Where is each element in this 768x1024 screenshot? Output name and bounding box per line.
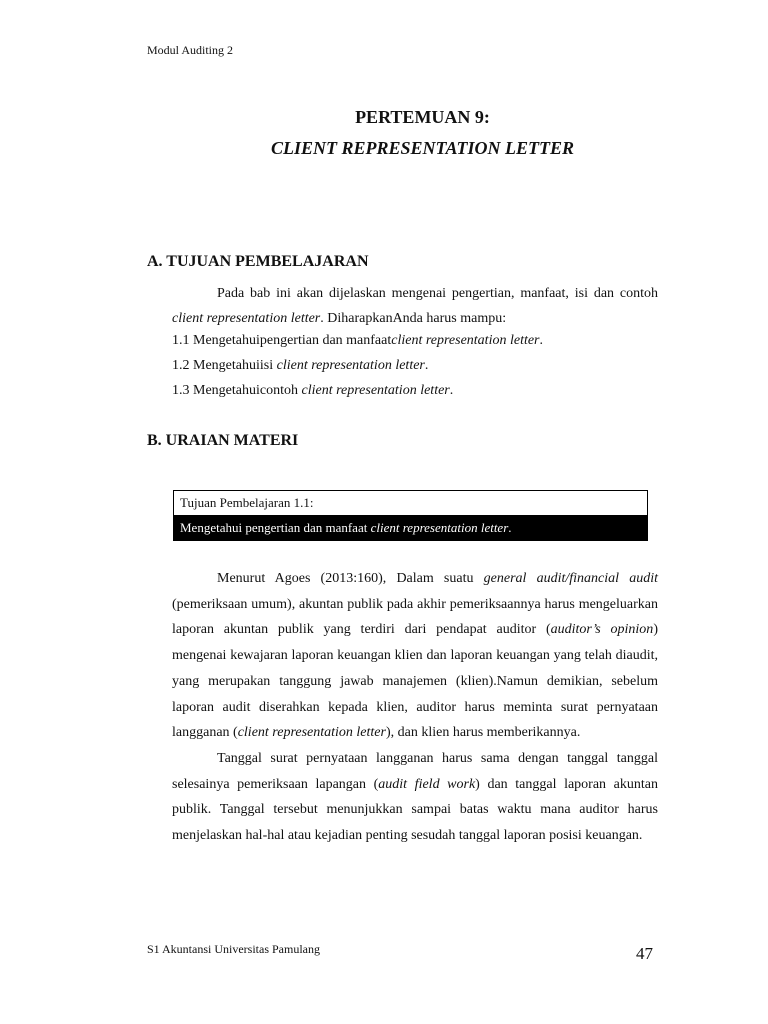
running-header: Modul Auditing 2 [147, 43, 234, 57]
list-item: 1.1 Mengetahuipengertian dan manfaatclient representation letter. [172, 333, 544, 348]
objectives-list [172, 328, 543, 403]
chapter-title: CLIENT REPRESENTATION LETTER [270, 138, 575, 158]
paragraph: Tanggal surat pernyataan langganan harus sama dengan tanggal tanggal selesainya pemeriksaan lapangan (audit field work) dan tanggal laporan akuntan publik. Tanggal tersebut menunjukkan sampai batas waktu mana auditor harus menjelaskan hal-hal atau kejadian penting sesudah tanggal laporan posisi keuangan. [172, 750, 658, 844]
list-item: 1.2 Mengetahuiisi client representation letter. [172, 358, 429, 373]
chapter-number: PERTEMUAN 9: [355, 107, 490, 127]
body-text [172, 566, 658, 849]
objective-box-description: Mengetahui pengertian dan manfaat client representation letter. [174, 515, 647, 540]
paragraph: Menurut Agoes (2013:160), Dalam suatu general audit/financial audit (pemeriksaan umum), akuntan publik pada akhir pemeriksaannya harus mengeluarkan laporan akuntan publik yang terdiri dari pendapat auditor (auditor’s opinion) mengenai kewajaran laporan keuangan klien dan laporan keuangan yang telah diaudit, yang merupakan tanggung jawab manajemen (klien).Namun demikian, sebelum laporan audit diserahkan kepada klien, auditor harus meminta surat pernyataan langganan (client representation letter), dan klien harus memberikannya. [172, 571, 658, 741]
learning-objectives-intro: Pada bab ini akan dijelaskan mengenai pengertian, manfaat, isi dan contoh client representation letter. DiharapkanAnda harus mampu: [172, 286, 658, 326]
page-number: 47 [636, 944, 653, 963]
list-item: 1.3 Mengetahuicontoh client representation letter. [172, 383, 454, 398]
section-b-heading: B. URAIAN MATERI [147, 432, 299, 449]
objective-box-label: Tujuan Pembelajaran 1.1: [180, 495, 314, 510]
section-a-heading: A. TUJUAN PEMBELAJARAN [147, 253, 369, 270]
running-footer: S1 Akuntansi Universitas Pamulang [147, 942, 320, 956]
objective-box [173, 490, 648, 541]
